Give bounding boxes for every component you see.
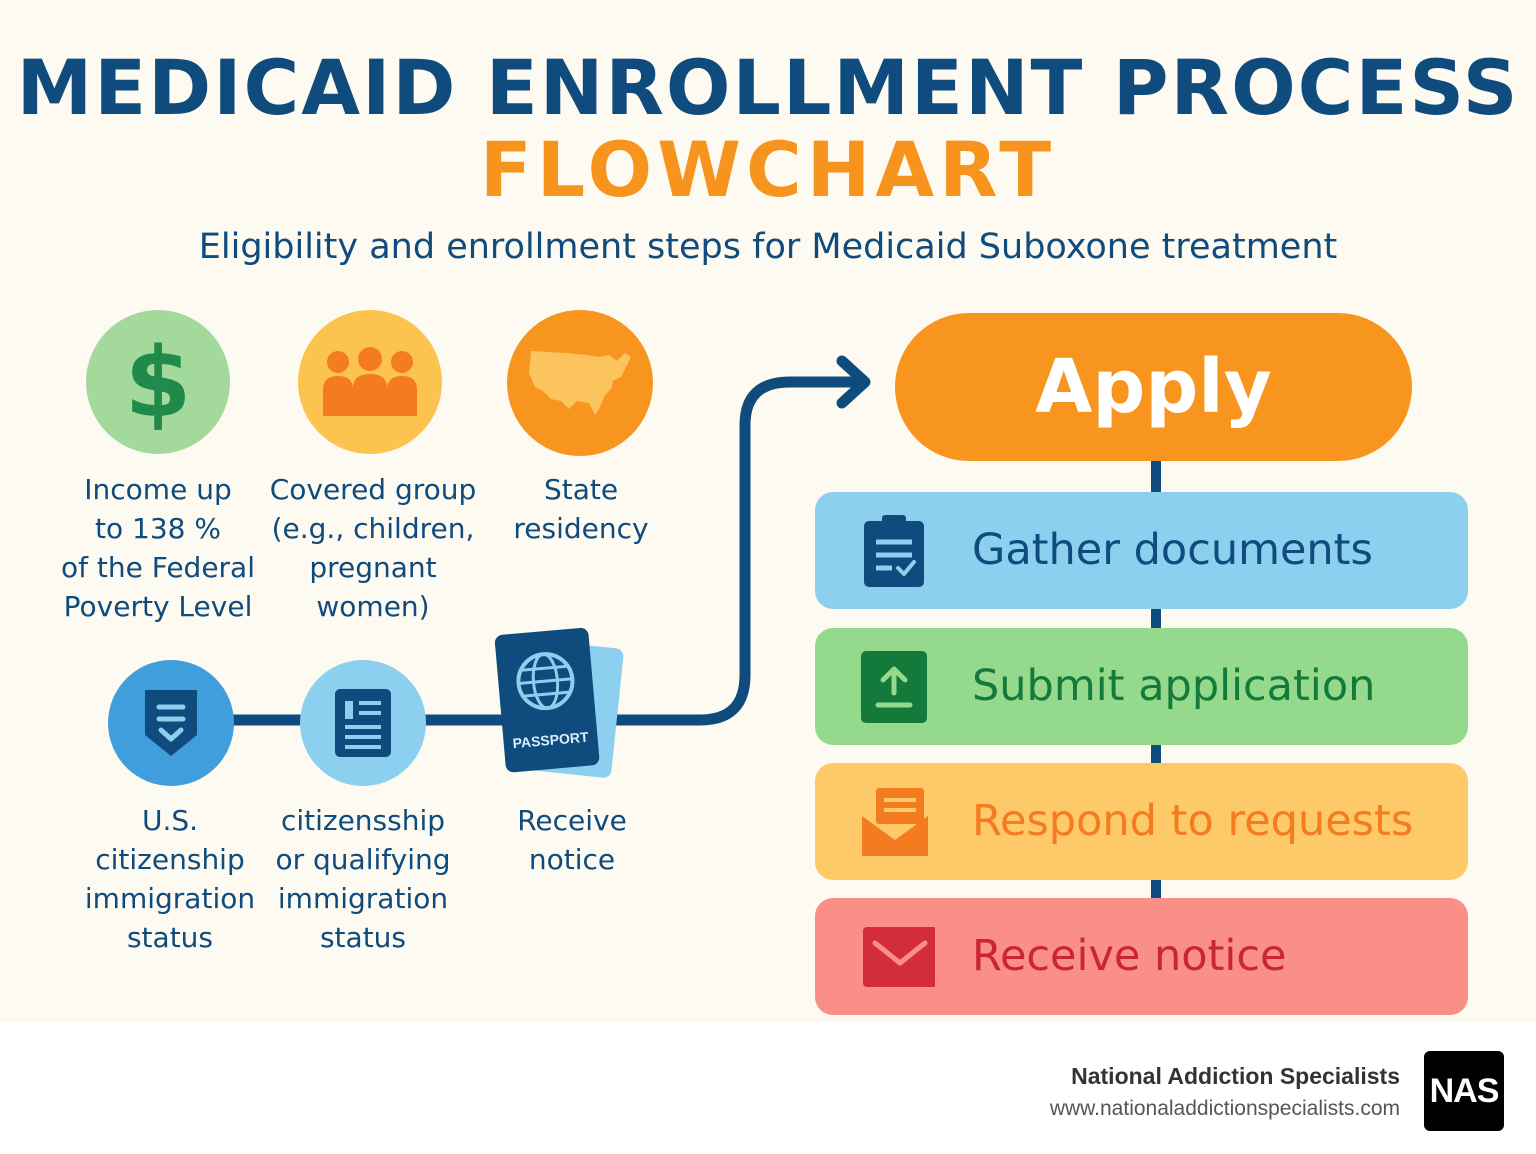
receive-notice-label: Receive notice (517, 804, 627, 876)
upload-icon (859, 651, 929, 723)
dollar-icon (123, 332, 193, 432)
document-list-icon (335, 689, 391, 757)
shield-check-icon (142, 687, 200, 759)
income-label: Income up to 138 % of the Federal Poverty Level (61, 473, 255, 623)
state-residency-circle (507, 310, 653, 456)
open-envelope-icon (855, 786, 935, 858)
step-submit-application-label: Submit application (972, 661, 1376, 711)
brand-name: National Addiction Specialists (1071, 1063, 1400, 1089)
svg-text:$: $ (124, 332, 192, 432)
income-circle (86, 310, 230, 454)
clipboard-checklist-icon (859, 515, 929, 587)
page-subtitle: Eligibility and enrollment steps for Medicaid Suboxone treatment (198, 227, 1338, 267)
step-submit-application (815, 628, 1468, 745)
passport-icon (492, 625, 628, 785)
passport-text: PASSPORT (512, 728, 590, 752)
citizenship-label: U.S. citizenship immigration status (84, 804, 256, 954)
apply-pill: Apply (895, 313, 1412, 461)
page-title-highlight: FLOWCHART (479, 125, 1057, 214)
step-respond-to-requests (815, 763, 1468, 880)
step-respond-to-requests-label: Respond to requests (972, 796, 1414, 846)
brand-url: www.nationaladdictionspecialists.com (1049, 1097, 1400, 1120)
brand-logo: NAS (1424, 1051, 1504, 1131)
step-gather-documents-label: Gather documents (972, 525, 1373, 575)
step-receive-notice-label: Receive notice (972, 931, 1287, 981)
page-title: MEDICAID ENROLLMENT PROCESS (16, 43, 1520, 132)
covered-group-circle (298, 310, 442, 454)
us-map-icon (525, 343, 635, 423)
covered-group-label: Covered group (e.g., children, pregnant women) (269, 473, 477, 623)
envelope-icon (857, 921, 935, 993)
immigration-status-circle (300, 660, 426, 786)
immigration-status-label: citizensship or qualifying immigration status (275, 804, 451, 954)
state-residency-label: State residency (513, 473, 649, 545)
people-group-icon (320, 346, 420, 418)
step-gather-documents (815, 492, 1468, 609)
step-receive-notice (815, 898, 1468, 1015)
citizenship-circle (108, 660, 234, 786)
